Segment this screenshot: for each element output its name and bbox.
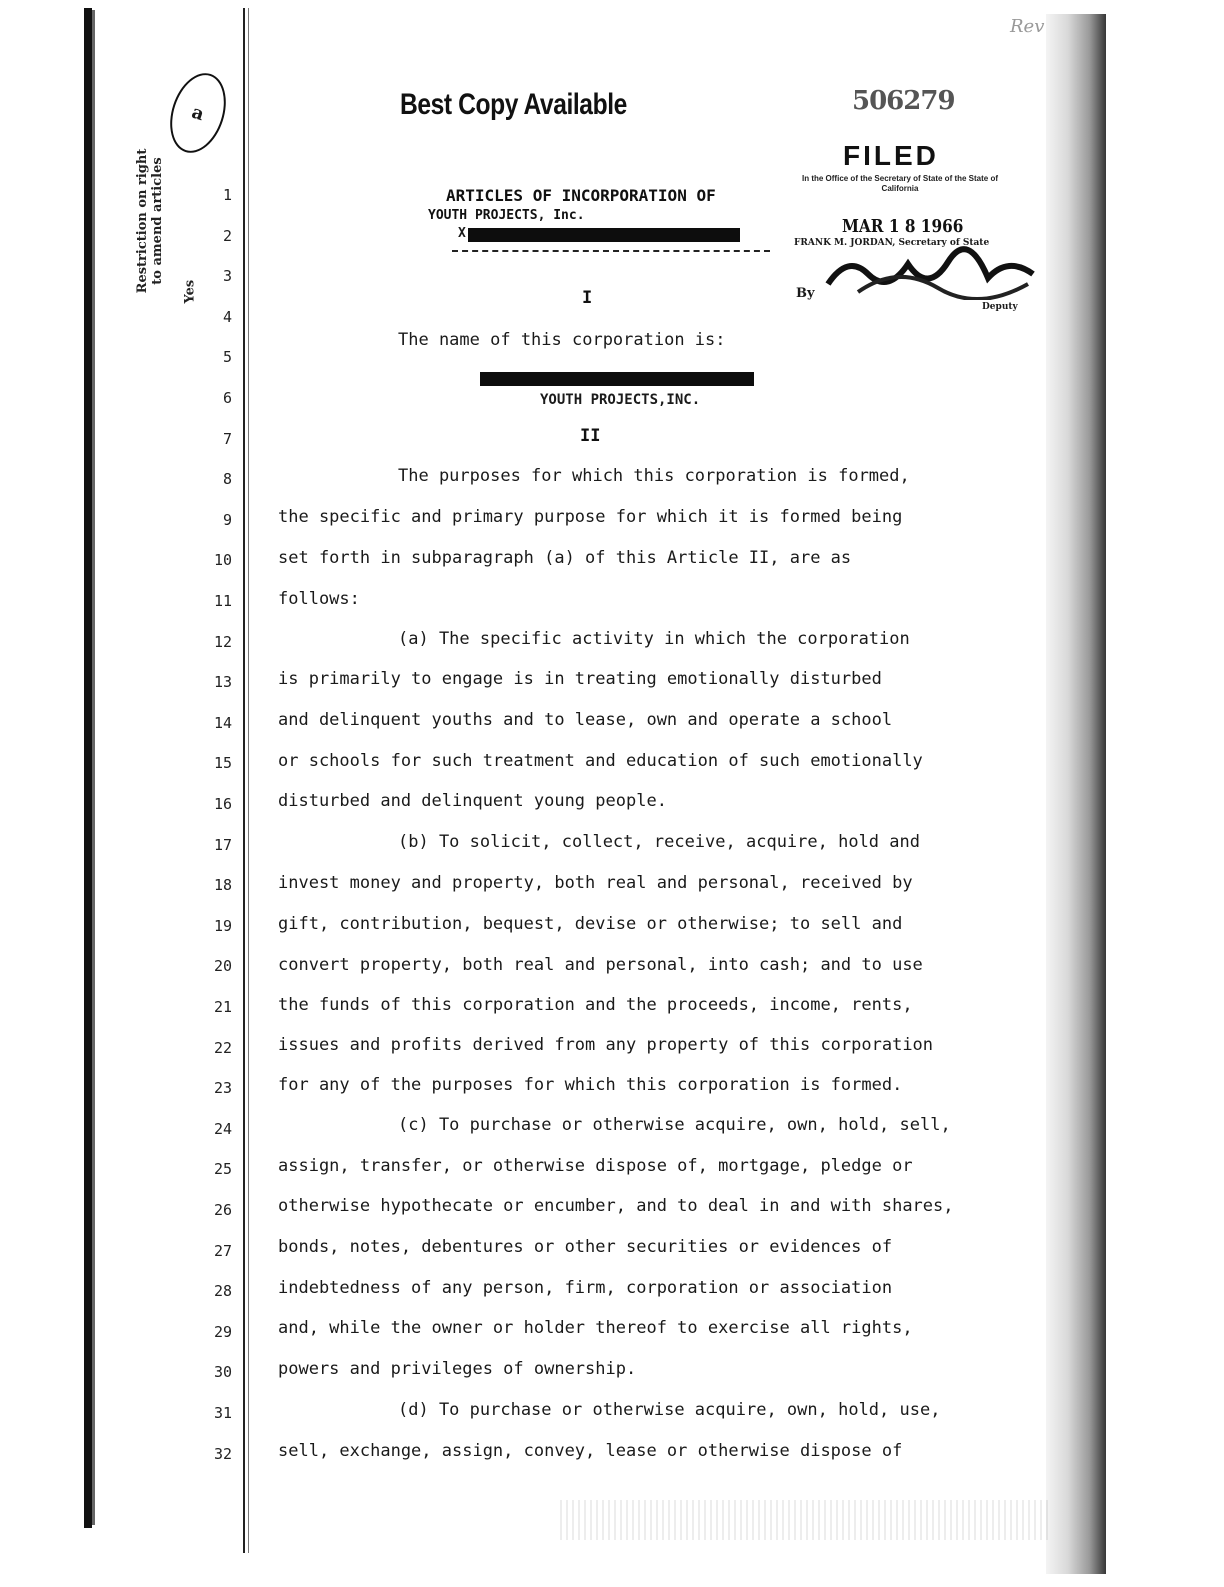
line-number: 10 [213,551,232,570]
line-number: 18 [213,876,232,895]
page-left-edge-shadow [92,10,95,1525]
line-number: 23 [213,1079,232,1098]
body-line: and, while the owner or holder thereof to exercise all rights, [278,1318,913,1338]
corporation-name: YOUTH PROJECTS,INC. [540,392,701,408]
filed-stamp-secretary: FRANK M. JORDAN, Secretary of State [794,238,990,248]
body-line: is primarily to engage is in treating emotionally disturbed [278,669,882,689]
body-line: issues and profits derived from any property of this corporation [278,1035,934,1055]
line-number: 4 [222,307,232,326]
body-line: and delinquent youths and to lease, own and operate a school [278,710,893,730]
filed-stamp-by: By [796,286,815,301]
line-number: 14 [213,713,232,732]
line-number: 9 [222,510,232,529]
article-numeral: II [580,426,601,446]
body-line: or schools for such treatment and education of such emotionally [278,751,923,771]
body-line: otherwise hypothecate or encumber, and to deal in and with shares, [278,1196,954,1216]
body-line: powers and privileges of ownership. [278,1359,637,1379]
body-line: The purposes for which this corporation is formed, [398,466,910,486]
line-number: 1 [222,186,232,204]
circled-letter: a [189,101,207,125]
circled-mark [161,66,236,160]
document-title-corp: YOUTH PROJECTS, Inc. [428,208,585,223]
body-line: set forth in subparagraph (a) of this Article II, are as [278,548,852,568]
line-number: 8 [222,470,232,489]
body-line: indebtedness of any person, firm, corporation or association [278,1278,893,1298]
article-text: The name of this corporation is: [398,330,726,350]
best-copy-stamp: Best Copy Available [400,88,627,121]
body-line: (a) The specific activity in which the corporation [398,629,910,649]
line-number: 31 [213,1404,232,1422]
margin-rule-secondary [248,8,249,1553]
body-line: the funds of this corporation and the proceeds, income, rents, [278,995,913,1015]
filed-stamp-subtitle: In the Office of the Secretary of State of the State of California [801,174,999,193]
line-number: 13 [213,673,232,692]
redaction-bar [468,228,740,242]
side-note [135,131,165,311]
body-line: (b) To solicit, collect, receive, acquire, hold and [398,832,920,852]
body-line: sell, exchange, assign, convey, lease or otherwise dispose of [278,1441,903,1461]
line-number: 6 [222,389,232,407]
side-note-line1: Restriction on right [135,148,150,294]
line-number: 19 [213,916,232,935]
page-right-shadow [1046,14,1108,1574]
body-line: assign, transfer, or otherwise dispose of, mortgage, pledge or [278,1156,913,1176]
line-number: 11 [213,592,232,610]
filed-stamp-title: FILED [843,140,939,171]
body-line: the specific and primary purpose for which it is formed being [278,507,903,527]
body-line: for any of the purposes for which this corporation is formed. [278,1075,903,1095]
article-numeral: I [582,288,593,308]
body-line: invest money and property, both real and personal, received by [278,873,913,893]
line-number: 28 [213,1282,232,1301]
line-number: 17 [213,835,232,854]
line-number: 22 [213,1038,232,1057]
line-number: 3 [222,267,232,286]
filed-stamp-date: MAR 1 8 1966 [842,216,964,237]
title-divider [452,250,770,252]
line-number: 16 [213,795,232,813]
line-number: 5 [222,348,232,367]
side-note-line2: to amend articles [150,157,165,285]
redaction-bar [480,372,754,386]
title-prefix: X [458,226,466,241]
body-line: gift, contribution, bequest, devise or otherwise; to sell and [278,914,903,934]
body-line: convert property, both real and personal, into cash; and to use [278,955,923,975]
line-number: 20 [213,957,232,976]
filed-stamp-deputy: Deputy [982,302,1018,312]
line-number: 27 [213,1241,232,1260]
line-number: 2 [222,226,232,245]
line-number: 21 [213,998,232,1016]
body-line: disturbed and delinquent young people. [278,791,667,811]
corner-mark: Rev [1010,16,1045,37]
line-number: 32 [213,1444,232,1463]
page-right-blank [1106,0,1224,1587]
body-line: bonds, notes, debentures or other securities or evidences of [278,1237,893,1257]
line-number: 12 [213,632,232,651]
line-number: 25 [213,1160,232,1179]
scan-noise [560,1500,1050,1540]
body-line: (d) To purchase or otherwise acquire, own, hold, use, [398,1400,941,1420]
signature-icon [818,244,1038,300]
margin-rule [243,8,245,1553]
line-number: 15 [213,754,232,773]
line-number: 30 [213,1363,232,1382]
line-number: 26 [213,1201,232,1219]
line-number: 29 [213,1322,232,1341]
line-number: 24 [213,1119,232,1138]
body-line: follows: [278,589,360,609]
side-note-answer: Yes [182,279,198,304]
document-title: ARTICLES OF INCORPORATION OF [446,186,716,205]
file-number: 506279 [852,86,955,116]
body-line: (c) To purchase or otherwise acquire, own, hold, sell, [398,1115,951,1135]
page-left-edge [84,8,92,1528]
line-number: 7 [222,429,232,448]
